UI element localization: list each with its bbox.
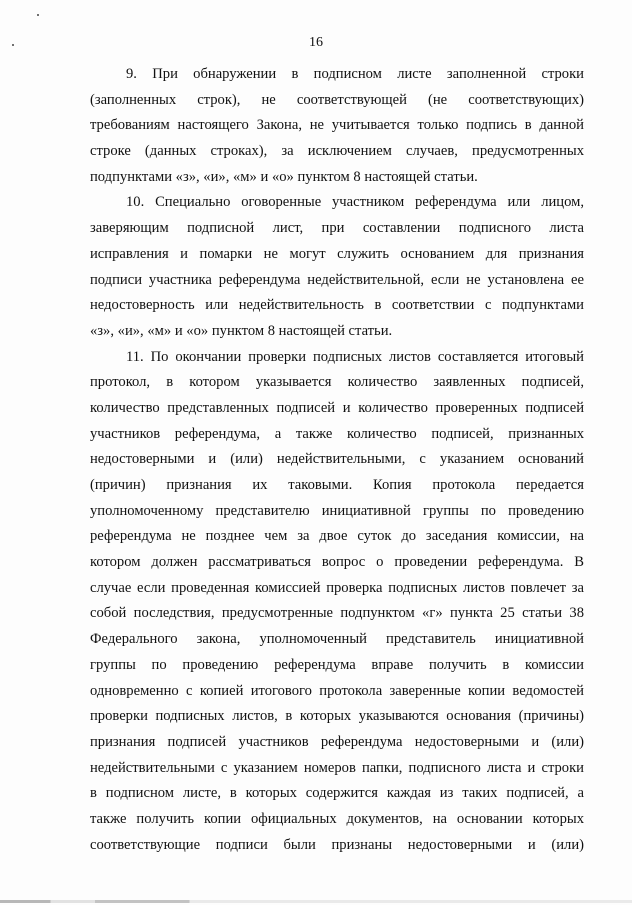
text-line: недостоверность или недействительность в соответствии с подпунктами bbox=[90, 297, 584, 314]
text-line: (заполненных строк), не соответствующей (не соответствующих) bbox=[90, 91, 584, 108]
text-line: строке (данных строках), за исключением случаев, предусмотренных bbox=[90, 143, 584, 160]
text-line: недостоверными и (или) недействительными, с указанием оснований bbox=[90, 451, 584, 468]
text-line: «з», «и», «м» и «о» пунктом 8 настоящей статьи. bbox=[90, 322, 393, 339]
text-line: недействительными с указанием номеров папки, подписного листа и строки bbox=[90, 759, 584, 776]
text-line: в подписном листе, в которых содержится каждая из таких подписей, а bbox=[90, 785, 584, 802]
text-line: Федерального закона, уполномоченный представитель инициативной bbox=[90, 631, 584, 648]
text-line: требованиям настоящего Закона, не учитывается только подпись в данной bbox=[90, 117, 584, 134]
page-number: 16 bbox=[309, 35, 323, 50]
text-line: случае если проведенная комиссией проверка подписных листов повлечет за bbox=[90, 579, 584, 596]
text-line: количество представленных подписей и количество проверенных подписей bbox=[90, 399, 584, 416]
paragraph-10 bbox=[90, 190, 584, 344]
text-line: референдума не позднее чем за двое суток до заседания комиссии, на bbox=[90, 528, 584, 545]
text-line: заверяющим подписной лист, при составлении подписного листа bbox=[90, 220, 584, 237]
text-line: протокол, в котором указывается количество заявленных подписей, bbox=[90, 374, 584, 391]
text-line: проверки подписных листов, в которых указываются основания (причины) bbox=[90, 708, 584, 725]
text-line: участников референдума, а также количество подписей, признанных bbox=[90, 425, 584, 442]
text-line: (причин) признания их таковыми. Копия протокола передается bbox=[90, 477, 584, 493]
text-line: одновременно с копией итогового протокола заверенные копии ведомостей bbox=[90, 682, 584, 699]
text-line: 11. По окончании проверки подписных листов составляется итоговый bbox=[126, 348, 584, 365]
text-line: исправления и помарки не могут служить основанием для признания bbox=[90, 245, 584, 262]
text-line: группы по проведению референдума вправе получить в комиссии bbox=[90, 656, 584, 673]
paragraph-11 bbox=[90, 345, 584, 859]
text-line: котором должен рассматриваться вопрос о проведении референдума. В bbox=[90, 554, 584, 571]
scan-speck bbox=[37, 14, 39, 16]
text-line: 10. Специально оговоренные участником референдума или лицом, bbox=[126, 194, 584, 211]
text-line: признания подписей участников референдума недостоверными и (или) bbox=[90, 733, 584, 750]
text-line: 9. При обнаружении в подписном листе заполненной строки bbox=[126, 66, 584, 82]
text-line: подпунктами «з», «и», «м» и «о» пунктом 8 настоящей статьи. bbox=[90, 168, 478, 185]
text-line: подписи участника референдума недействительной, если не установлена ее bbox=[90, 271, 584, 288]
text-line: уполномоченному представителю инициативной группы по проведению bbox=[90, 502, 584, 519]
scan-bottom-edge bbox=[0, 900, 632, 903]
body-text bbox=[90, 62, 584, 858]
text-line: собой последствия, предусмотренные подпунктом «г» пункта 25 статьи 38 bbox=[90, 605, 584, 622]
text-line: соответствующие подписи были признаны недостоверными и (или) bbox=[90, 836, 584, 853]
paragraph-9 bbox=[90, 62, 584, 190]
text-line: также получить копии официальных документов, на основании которых bbox=[90, 810, 584, 827]
